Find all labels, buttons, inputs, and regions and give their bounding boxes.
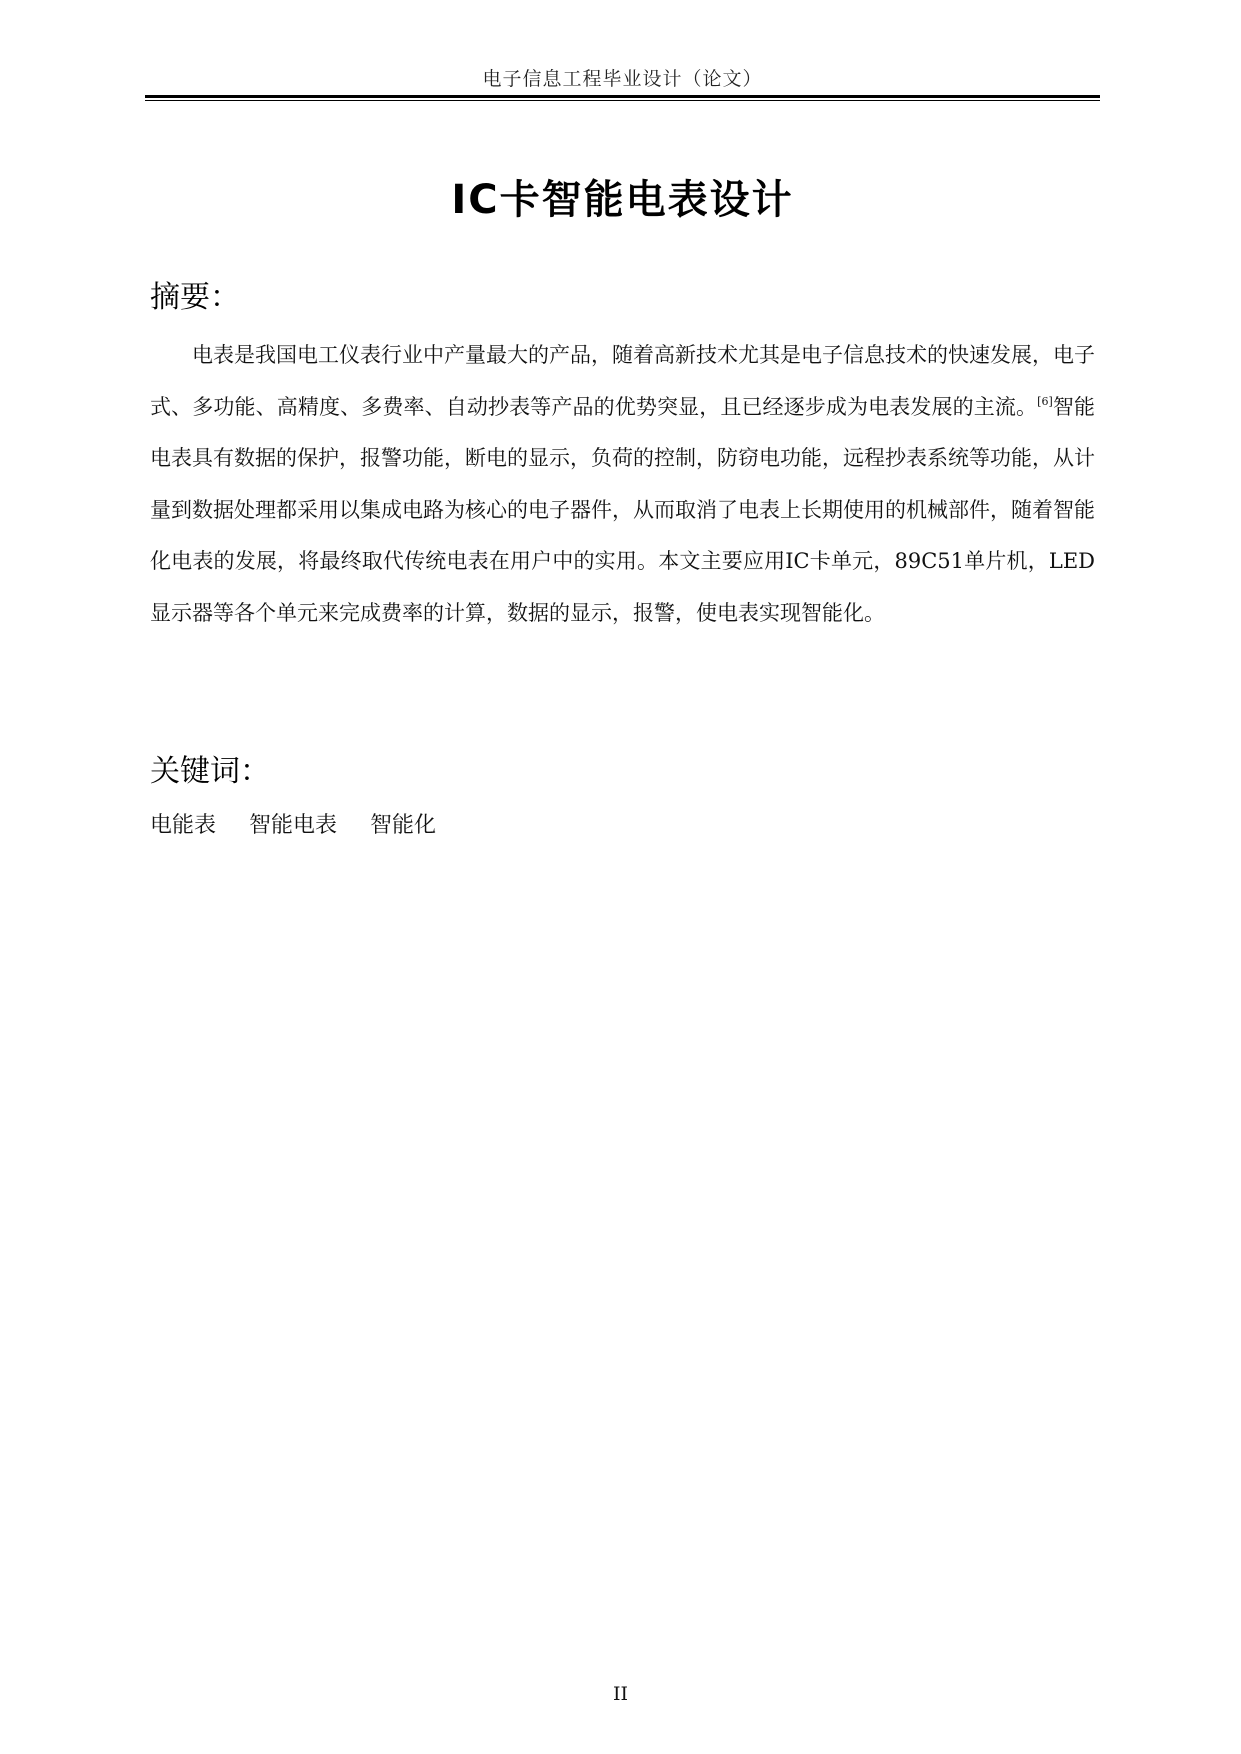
header-rule-thin xyxy=(145,100,1100,101)
page-number: II xyxy=(612,1683,628,1705)
citation-reference: [6] xyxy=(1037,394,1053,408)
header-rule-thick xyxy=(145,95,1100,98)
keyword-item: 智能电表 xyxy=(249,813,338,838)
running-header: 电子信息工程毕业设计（论文） xyxy=(482,68,763,90)
keyword-item: 电能表 xyxy=(150,813,217,838)
document-title: IC卡智能电表设计 xyxy=(451,177,794,223)
abstract-text-part1: 电表是我国电工仪表行业中产量最大的产品，随着高新技术尤其是电子信息技术的快速发展，电子式、多功能、高精度、多费率、自动抄表等产品的优势突显，且已经逐步成为电表发展的主流。 xyxy=(150,343,1095,419)
abstract-text-part2: 智能电表具有数据的保护，报警功能，断电的显示，负荷的控制，防窃电功能，远程抄表系统等功能，从计量到数据处理都采用以集成电路为核心的电子器件，从而取消了电表上长期使用的机械部件，随着智能化电表的发展，将最终取代传统电表在用户中的实用。本文主要应用IC卡单元，89C51单片机，LED显示器等各个单元来完成费率的计算，数据的显示，报警，使电表实现智能化。 xyxy=(150,394,1096,625)
keywords-heading: 关键词： xyxy=(150,754,270,789)
abstract-heading: 摘要： xyxy=(150,280,240,315)
abstract-body xyxy=(150,330,1095,639)
keywords-list xyxy=(150,808,462,839)
keyword-item: 智能化 xyxy=(370,813,437,838)
